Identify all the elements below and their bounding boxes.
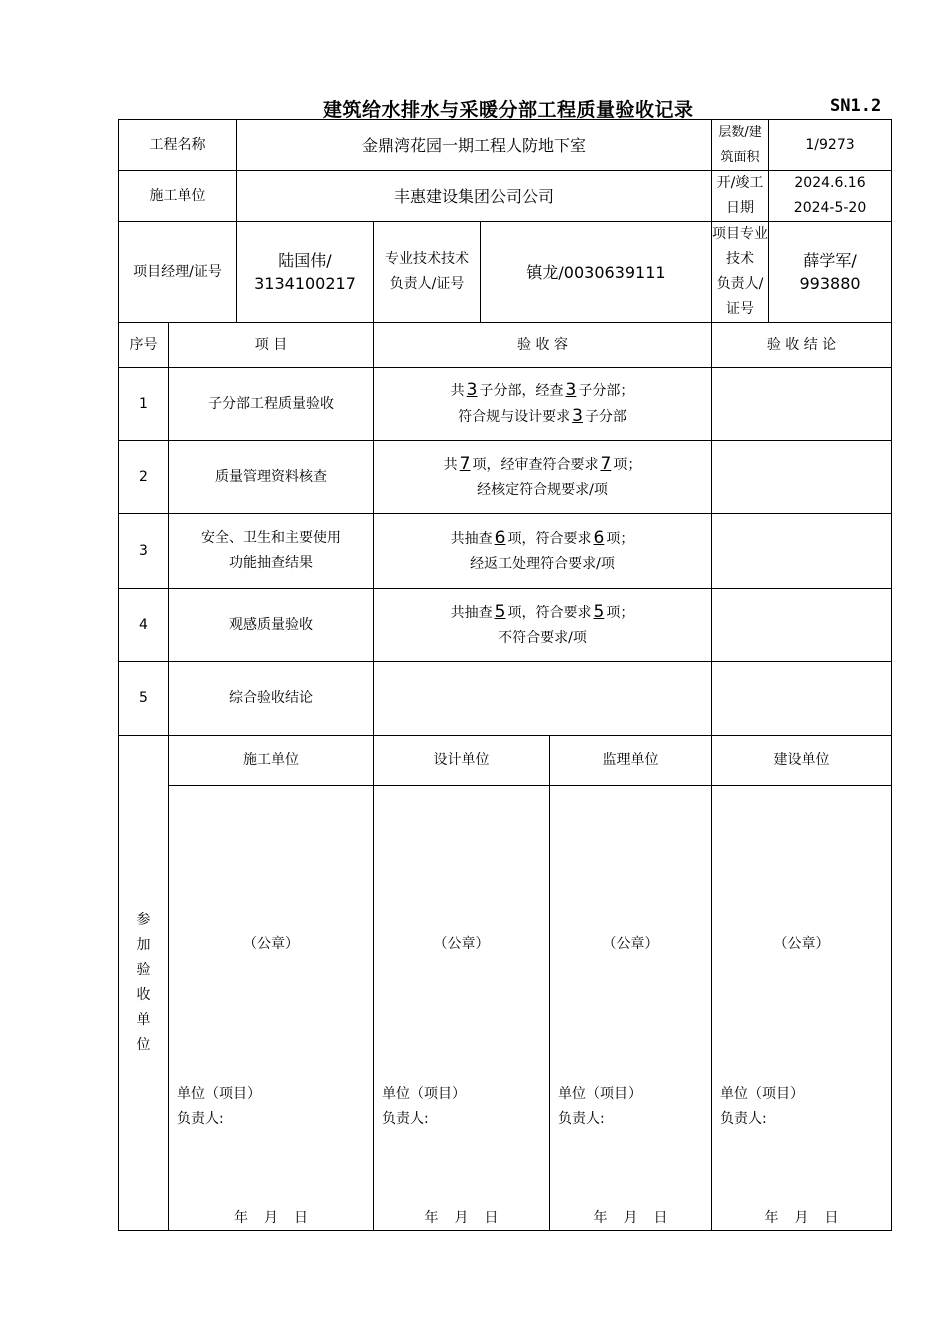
row-content: 共 3 子分部，经查 3 子分部； 符合规与设计要求 3 子分部: [374, 368, 712, 441]
date-line: 年 月 日: [424, 1210, 499, 1226]
person-line: 负责人:: [558, 1111, 605, 1127]
participant-header-row: [119, 736, 892, 786]
table-row: [119, 589, 892, 662]
table-row: [119, 368, 892, 441]
person-line: 负责人:: [720, 1111, 767, 1127]
header-conclusion: 验 收 结 论: [712, 323, 892, 368]
unit-line: 单位（项目）: [177, 1086, 261, 1102]
row-seq: 1: [119, 368, 169, 441]
info-row-contractor: [119, 171, 892, 222]
signature-row: [119, 786, 892, 1231]
seal-text: （公章）: [433, 936, 490, 952]
proj-tech-label: [712, 222, 769, 323]
tech-label-line1: 专业技术技术: [385, 251, 469, 267]
contractor: 丰惠建设集团公司公司: [237, 171, 712, 222]
row-content: 共 7 项，经审查符合要求 7 项； 经核定符合规要求/项: [374, 441, 712, 514]
row-item: 子分部工程质量验收: [169, 368, 374, 441]
project-name: 金鼎湾花园一期工程人防地下室: [237, 120, 712, 171]
row-conclusion: [712, 441, 892, 514]
person-line: 负责人:: [382, 1111, 429, 1127]
row-content: [374, 662, 712, 736]
proj-tech-value: [769, 222, 892, 323]
table-row: [119, 662, 892, 736]
info-row-managers: [119, 222, 892, 323]
tech-value: 镇龙/0030639111: [481, 222, 712, 323]
row-seq: 4: [119, 589, 169, 662]
unit-line: 单位（项目）: [720, 1086, 805, 1102]
pm-value: [237, 222, 374, 323]
seal-text: （公章）: [773, 936, 830, 952]
row-content: 共抽查 5 项，符合要求 5 项； 不符合要求/项: [374, 589, 712, 662]
header-seq: 序号: [119, 323, 169, 368]
row-conclusion: [712, 514, 892, 589]
unit-line: 单位（项目）: [382, 1086, 466, 1102]
seal-text: （公章）: [243, 936, 299, 952]
row-conclusion: [712, 662, 892, 736]
table-row: [119, 441, 892, 514]
unit-owner-header: 建设单位: [712, 736, 892, 786]
signature-cell: [374, 786, 550, 1231]
pm-name: 陆国伟/: [278, 251, 332, 270]
row-seq: 5: [119, 662, 169, 736]
unit-line: 单位（项目）: [558, 1086, 642, 1102]
start-date: 2024.6.16: [794, 175, 866, 191]
signature-cell: [169, 786, 374, 1231]
row-content: 共抽查 6 项，符合要求 6 项； 经返工处理符合要求/项: [374, 514, 712, 589]
column-header-row: [119, 323, 892, 368]
unit-contractor-header: 施工单位: [169, 736, 374, 786]
person-line: 负责人:: [177, 1111, 224, 1127]
row-item: 综合验收结论: [169, 662, 374, 736]
row-seq: 2: [119, 441, 169, 514]
tech-label: [374, 222, 481, 323]
date-line: 年 月 日: [234, 1210, 308, 1226]
contractor-label: 施工单位: [119, 171, 237, 222]
table-row: [119, 514, 892, 589]
proj-tech-cert: 993880: [799, 274, 861, 293]
row-item: 安全、卫生和主要使用 功能抽查结果: [169, 514, 374, 589]
floors-area: 1/9273: [769, 120, 892, 171]
pm-label: 项目经理/证号: [119, 222, 237, 323]
pm-cert: 3134100217: [254, 274, 356, 293]
participants-label: 参 加 验 收 单 位: [119, 736, 169, 1231]
header-item: 项 目: [169, 323, 374, 368]
dates: [769, 171, 892, 222]
row-conclusion: [712, 368, 892, 441]
row-item: 质量管理资料核查: [169, 441, 374, 514]
unit-supervision-header: 监理单位: [550, 736, 712, 786]
end-date: 2024-5-20: [793, 200, 867, 216]
proj-tech-name: 薛学军/: [803, 251, 857, 270]
tech-label-line2: 负责人/证号: [389, 276, 465, 292]
signature-cell: [550, 786, 712, 1231]
date-line: 年 月 日: [764, 1210, 839, 1226]
dates-label: 开/竣工日期: [712, 171, 769, 222]
seal-text: （公章）: [602, 936, 659, 952]
date-line: 年 月 日: [593, 1210, 668, 1226]
acceptance-table: [118, 119, 892, 1231]
row-seq: 3: [119, 514, 169, 589]
info-row-project: [119, 120, 892, 171]
header-content: 验 收 容: [374, 323, 712, 368]
proj-tech-label-line1: 项目专业技术: [712, 226, 769, 267]
signature-cell: [712, 786, 892, 1231]
form-code: SN1.2: [830, 96, 882, 116]
project-name-label: 工程名称: [119, 120, 237, 171]
proj-tech-label-line2: 负责人/证号: [716, 276, 764, 317]
unit-design-header: 设计单位: [374, 736, 550, 786]
page-title: 建筑给水排水与采暖分部工程质量验收记录: [323, 99, 694, 121]
floors-area-label: 层数/建筑面积: [712, 120, 769, 171]
row-item: 观感质量验收: [169, 589, 374, 662]
row-conclusion: [712, 589, 892, 662]
